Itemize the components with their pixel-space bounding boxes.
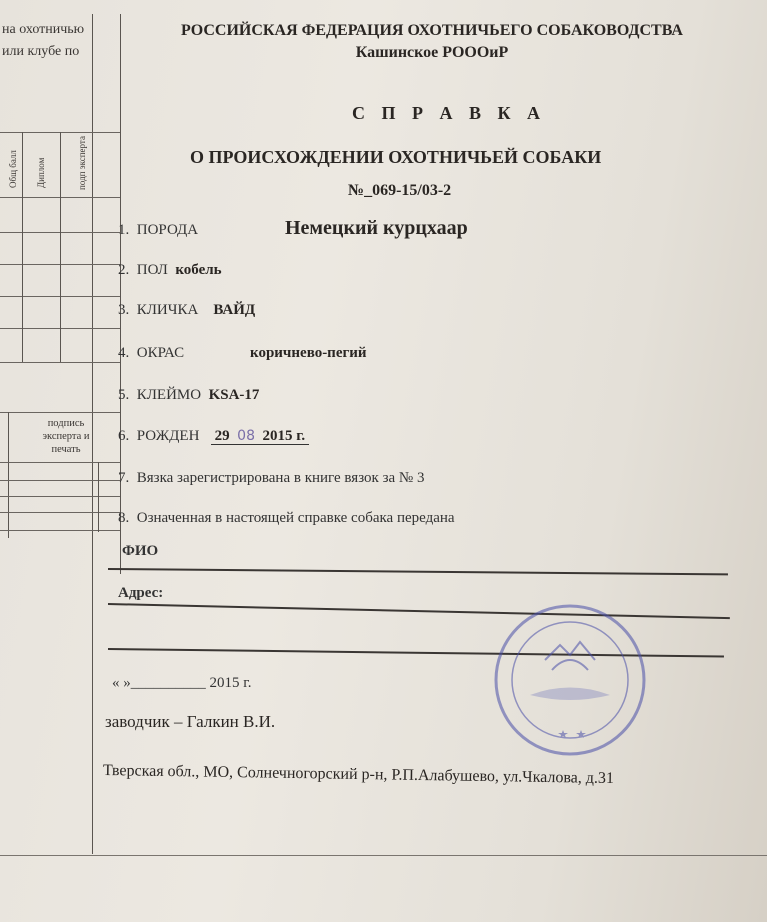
item-breed (118, 222, 198, 239)
item-color (118, 345, 184, 362)
item-mating (118, 470, 424, 487)
item-label: ОКРАС (136, 345, 185, 361)
color-value-wrap (250, 345, 367, 362)
item-number: 6. (118, 428, 130, 444)
item-label: ПОЛ (136, 262, 168, 278)
org-title: РОССИЙСКАЯ ФЕДЕРАЦИЯ ОХОТНИЧЬЕГО СОБАКОВОДСТВА (181, 22, 683, 39)
stub-col-line (60, 132, 61, 362)
stub-sig-row (0, 512, 120, 513)
item-number: 5. (118, 387, 130, 403)
stub-sig-3: печать (51, 444, 81, 455)
fio-line (108, 568, 728, 575)
color-value: коричнево-пегий (250, 345, 367, 361)
stub-sig-row (0, 462, 120, 463)
round-stamp-icon (490, 600, 650, 760)
document-subtitle: О ПРОИСХОЖДЕНИИ ОХОТНИЧЬЕЙ СОБАКИ (190, 147, 602, 167)
stub-col-header-score: Общ балл (8, 150, 18, 188)
item-number: 4. (118, 345, 130, 361)
stub-col-line (22, 132, 23, 362)
org-subtitle: Кашинское РОООиР (355, 44, 509, 61)
stub-sig-row (0, 530, 120, 531)
item-label: Вязка зарегистрирована в книге вязок за № 3 (136, 470, 425, 486)
item-label: РОЖДЕН (136, 428, 200, 444)
item-name (118, 302, 255, 319)
stub-line-1: на охотничью (2, 22, 85, 37)
document-number: №_069-15/03-2 (348, 182, 452, 199)
item-number: 3. (118, 302, 130, 318)
brand-value: KSA-17 (208, 387, 260, 403)
stub-sig-col (98, 462, 99, 532)
born-day: 29 (214, 428, 230, 444)
document-title: С П Р А В К А (352, 103, 547, 123)
stub-col-header-expert: подп эксперта (77, 136, 87, 190)
fio-label: ФИО (122, 543, 159, 559)
item-sex (118, 262, 222, 279)
item-brand (118, 387, 259, 404)
address-label: Адрес: (118, 585, 164, 601)
stub-sig-row (0, 496, 120, 497)
date-line: « »__________ 2015 г. (112, 675, 252, 691)
breeder-address: Тверская обл., МО, Солнечногорский р-н, Р.П.Алабушево, ул.Чкалова, д.31 (102, 762, 615, 788)
item-number: 2. (118, 262, 130, 278)
stub-col-header-diploma: Диплом (36, 157, 46, 188)
born-date (211, 428, 309, 445)
born-year: 2015 г. (262, 428, 306, 444)
item-number: 8. (118, 510, 130, 526)
item-transfer (118, 510, 455, 527)
item-label: Означенная в настоящей справке собака передана (136, 510, 455, 526)
breeder: заводчик – Галкин В.И. (105, 712, 276, 731)
item-label: КЛЕЙМО (136, 387, 202, 403)
item-number: 7. (118, 470, 130, 486)
stub-sig-1: подпись (47, 418, 85, 429)
name-value: ВАЙД (213, 302, 256, 318)
item-label: ПОРОДА (136, 222, 199, 238)
stub-sig-top (0, 412, 120, 413)
item-born (118, 428, 309, 445)
breed-value: Немецкий курцхаар (285, 217, 468, 239)
born-month: 08 (237, 428, 255, 444)
stub-row-line (0, 362, 120, 363)
stub-sig-col (8, 412, 9, 538)
stub-line-2: или клубе по (2, 44, 80, 59)
stub-border (120, 14, 121, 574)
stub-sig-row (0, 480, 120, 481)
item-number: 1. (118, 222, 130, 238)
sex-value: кобель (175, 262, 222, 278)
item-label: КЛИЧКА (136, 302, 199, 318)
bottom-rule (0, 855, 767, 856)
stub-sig-2: эксперта и (42, 431, 90, 442)
